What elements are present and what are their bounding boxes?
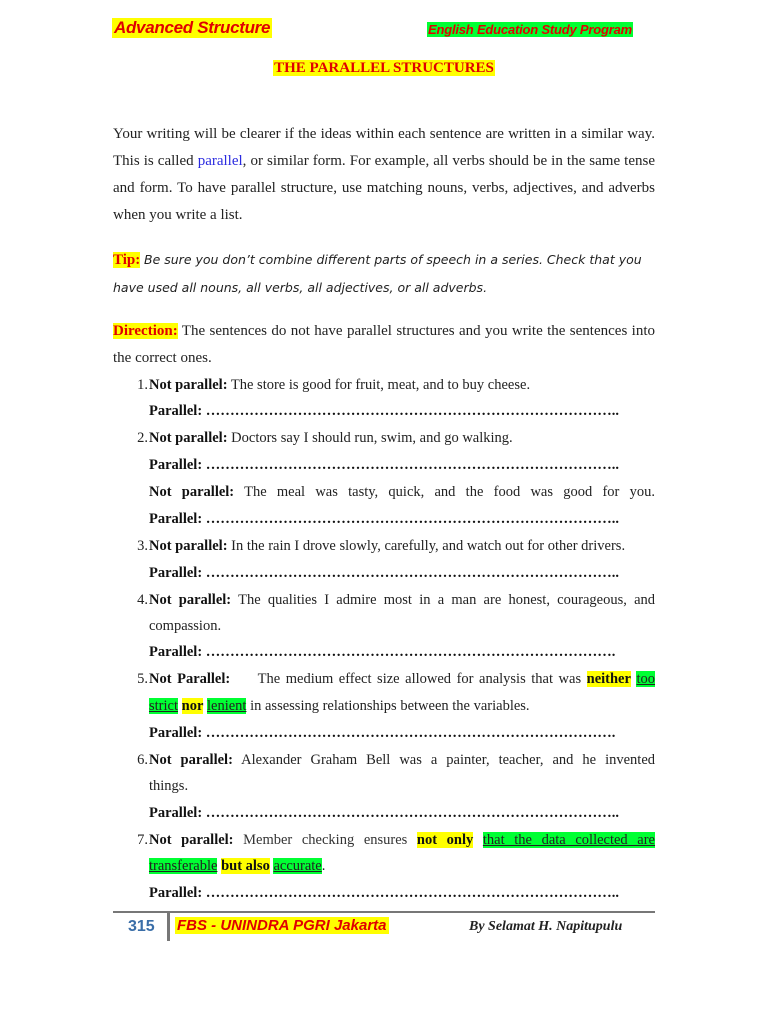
highlight-but-also: but also <box>221 858 270 874</box>
highlight-accurate: accurate <box>273 858 322 874</box>
direction-label: Direction: <box>113 323 178 339</box>
header-program: English Education Study Program <box>428 22 632 37</box>
footer-author: By Selamat H. Napitupulu <box>469 919 623 934</box>
tip-label: Tip: <box>113 252 141 268</box>
footer-divider <box>113 911 655 913</box>
highlight-nor: nor <box>181 698 204 714</box>
tip-paragraph <box>113 246 655 302</box>
tip-text: Be sure you don’t combine different parts of speech in a series. Check that you have used all nouns, all verbs, all adjectives, or all adverbs. <box>113 252 642 295</box>
highlight-too: too <box>636 671 655 687</box>
highlight-not-only: not only <box>416 832 474 848</box>
page-title: THE PARALLEL STRUCTURES <box>274 60 494 76</box>
highlight-that-the-data: that the data collected are <box>482 832 655 848</box>
parallel-link[interactable]: parallel <box>197 153 243 169</box>
highlight-lenient: lenient <box>207 698 247 714</box>
direction-paragraph: Direction: The sentences do not have parallel structures and you write the sentences into the correct ones. <box>113 323 655 366</box>
highlight-neither: neither <box>586 671 631 687</box>
header-course-title: Advanced Structure <box>114 18 271 37</box>
footer-institution: FBS - UNINDRA PGRI Jakarta <box>177 917 387 934</box>
highlight-strict: strict <box>149 698 178 714</box>
highlight-transferable: transferable <box>149 858 218 874</box>
intro-paragraph: Your writing will be clearer if the ideas within each sentence are written in a similar way. This is called parallel, or similar form. For example, all verbs should be in the same tense and form. To have parallel structure, use matching nouns, verbs, adjectives, and adverbs when you write a list. <box>113 126 655 223</box>
page-number: 315 <box>128 918 155 935</box>
footer-separator <box>167 913 170 941</box>
